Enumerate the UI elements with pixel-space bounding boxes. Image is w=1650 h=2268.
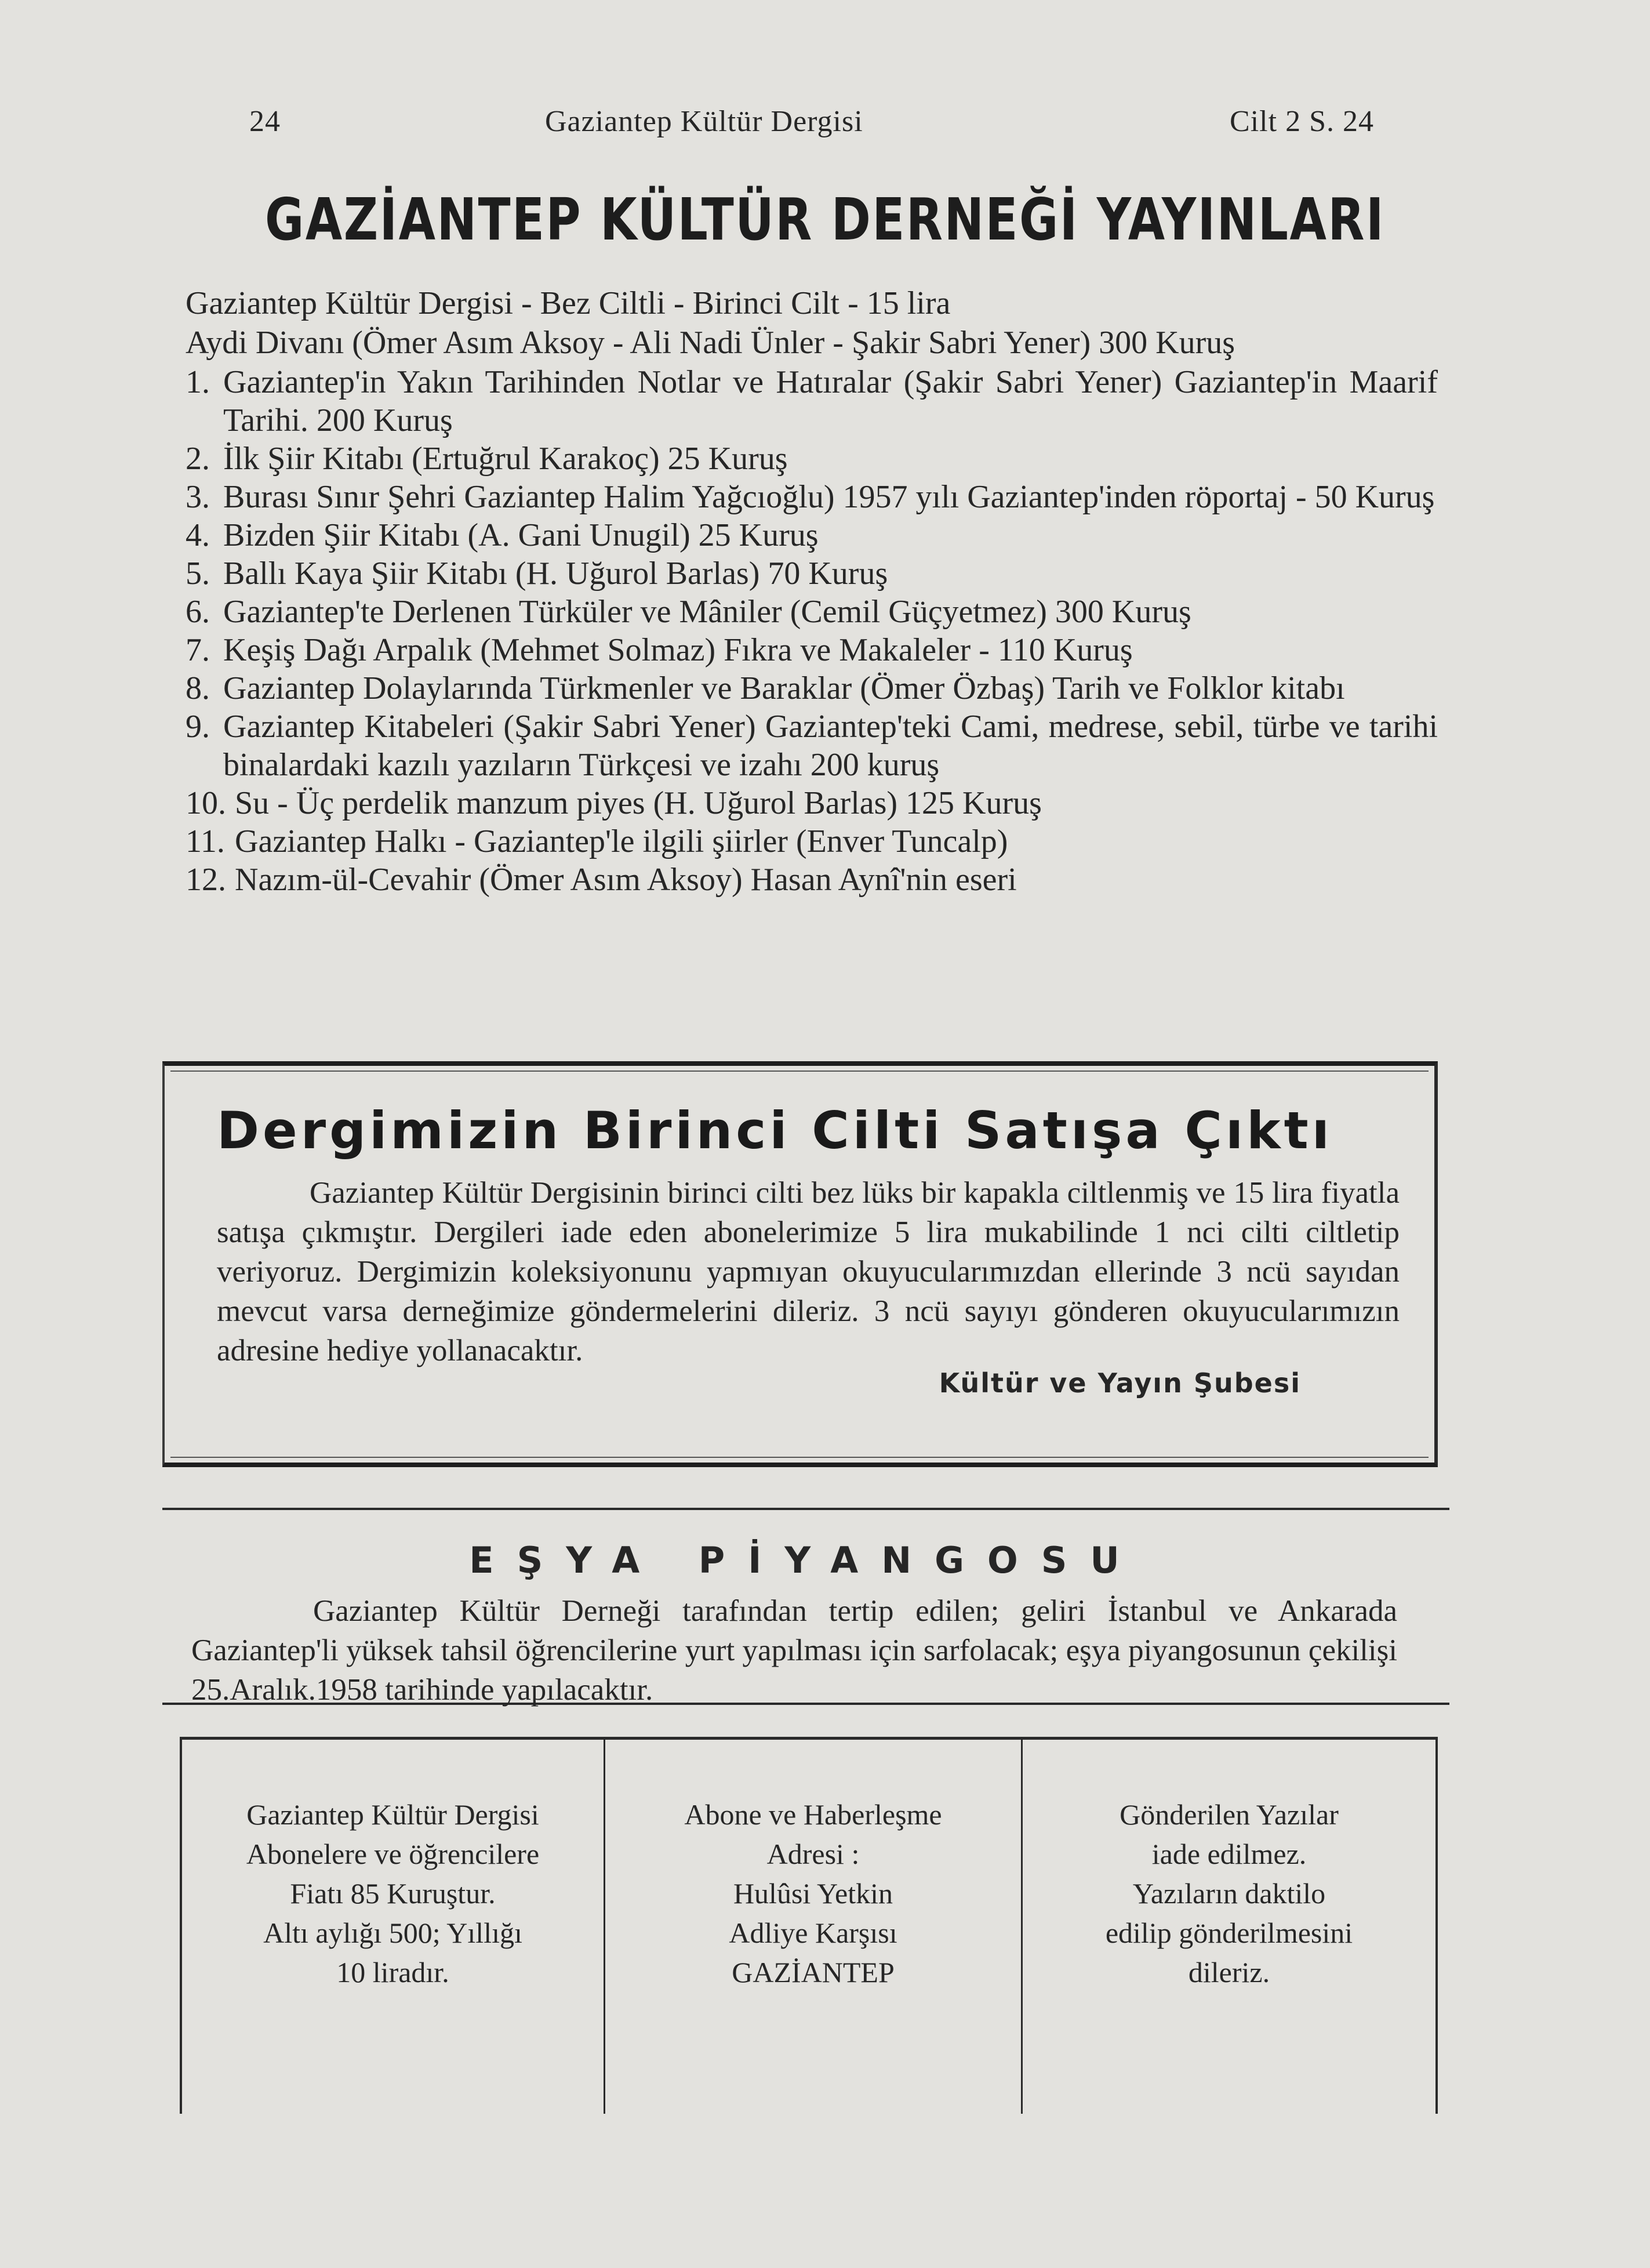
list-item xyxy=(186,669,1438,707)
list-item xyxy=(186,861,1438,899)
address-line: Adliye Karşısı xyxy=(729,1917,897,1949)
notice-line: edilip gönderilmesini xyxy=(1105,1917,1353,1949)
item-text: Su - Üç perdelik manzum piyes (H. Uğurol Barlas) 125 Kuruş xyxy=(235,785,1042,821)
item-number: 5. xyxy=(186,556,210,592)
publication-intro-line: Gaziantep Kültür Dergisi - Bez Ciltli - Birinci Cilt - 15 lira xyxy=(186,285,951,321)
submission-notice xyxy=(1023,1740,1435,2114)
subscription-line: Gaziantep Kültür Dergisi xyxy=(246,1798,539,1831)
address-line: GAZİANTEP xyxy=(732,1956,895,1988)
item-number: 2. xyxy=(186,441,210,477)
notice-line: Yazıların daktilo xyxy=(1132,1877,1326,1910)
item-number: 6. xyxy=(186,594,210,630)
item-number: 9. xyxy=(186,709,210,745)
volume-sale-announcement xyxy=(162,1061,1438,1467)
item-number: 4. xyxy=(186,517,210,553)
info-table xyxy=(180,1737,1438,2114)
publication-intro-line: Aydi Divanı (Ömer Asım Aksoy - Ali Nadi Ünler - Şakir Sabri Yener) 300 Kuruş xyxy=(186,325,1235,361)
item-text: Keşiş Dağı Arpalık (Mehmet Solmaz) Fıkra ve Makaleler - 110 Kuruş xyxy=(223,632,1133,668)
publication-list-section xyxy=(186,284,1438,899)
list-item xyxy=(186,440,1438,478)
item-text: Bizden Şiir Kitabı (A. Gani Unugil) 25 Kuruş xyxy=(223,517,819,553)
list-item xyxy=(186,593,1438,631)
announcement-title: Dergimizin Birinci Cilti Satışa Çıktı xyxy=(217,1101,1333,1160)
announcement-body: Gaziantep Kültür Dergisinin birinci cilti bez lüks bir kapakla ciltlenmiş ve 15 lira fiyatla satışa çıkmıştır. Dergileri iade eden abonelerimize 5 lira mukabilinde 1 nci cilti ciltletip veriyoruz. Dergimizin koleksiyonunu yapmıyan okuyucularımızdan ellerinde 3 ncü sayıdan mevcut varsa derneğimize göndermelerini dileriz. 3 ncü sayıyı gönderen okuyucularımızın adresine hediye yollanacaktır. xyxy=(217,1176,1400,1367)
address-line: Hulûsi Yetkin xyxy=(733,1877,893,1910)
item-number: 3. xyxy=(186,479,210,515)
list-item xyxy=(186,822,1438,861)
volume-issue: Cilt 2 S. 24 xyxy=(1230,105,1374,138)
contact-address xyxy=(605,1740,1023,2114)
item-text: Gaziantep'te Derlenen Türküler ve Mâniler (Cemil Güçyetmez) 300 Kuruş xyxy=(223,594,1191,630)
item-number: 8. xyxy=(186,670,210,706)
notice-line: iade edilmez. xyxy=(1151,1838,1307,1870)
list-item xyxy=(186,478,1438,516)
item-text: Ballı Kaya Şiir Kitabı (H. Uğurol Barlas) 70 Kuruş xyxy=(223,556,888,592)
page-title: GAZİANTEP KÜLTÜR DERNEĞİ YAYINLARI xyxy=(265,186,1385,253)
item-text: İlk Şiir Kitabı (Ertuğrul Karakoç) 25 Kuruş xyxy=(223,441,788,477)
item-text: Nazım-ül-Cevahir (Ömer Asım Aksoy) Hasan Aynî'nin eseri xyxy=(235,862,1017,898)
list-item xyxy=(186,707,1438,784)
subscription-line: Abonelere ve öğrencilere xyxy=(246,1838,540,1870)
list-item xyxy=(186,784,1438,822)
item-number: 1. xyxy=(186,364,210,400)
list-item xyxy=(186,554,1438,593)
address-line: Abone ve Haberleşme xyxy=(684,1798,942,1831)
lottery-title: EŞYA PİYANGOSU xyxy=(469,1539,1143,1581)
item-number: 11. xyxy=(186,823,225,859)
subscription-line: Fiatı 85 Kuruştur. xyxy=(290,1877,496,1910)
journal-title: Gaziantep Kültür Dergisi xyxy=(545,105,863,138)
notice-line: dileriz. xyxy=(1188,1956,1270,1988)
notice-line: Gönderilen Yazılar xyxy=(1120,1798,1339,1831)
item-text: Gaziantep'in Yakın Tarihinden Notlar ve Hatıralar (Şakir Sabri Yener) Gaziantep'in Maarif Tarihi. 200 Kuruş xyxy=(223,364,1438,438)
address-line: Adresi : xyxy=(766,1838,860,1870)
page-number: 24 xyxy=(249,105,281,138)
list-item xyxy=(186,631,1438,669)
announcement-signature: Kültür ve Yayın Şubesi xyxy=(939,1367,1301,1399)
item-text: Gaziantep Kitabeleri (Şakir Sabri Yener) Gaziantep'teki Cami, medrese, sebil, türbe ve tarihi binalardaki kazılı yazıların Türkçesi ve izahı 200 kuruş xyxy=(223,709,1438,783)
list-item xyxy=(186,363,1438,440)
item-text: Gaziantep Halkı - Gaziantep'le ilgili şiirler (Enver Tuncalp) xyxy=(235,823,1008,859)
item-number: 12. xyxy=(186,862,226,898)
item-text: Gaziantep Dolaylarında Türkmenler ve Baraklar (Ömer Özbaş) Tarih ve Folklor kitabı xyxy=(223,670,1345,706)
subscription-info xyxy=(182,1740,605,2114)
list-item xyxy=(186,516,1438,554)
item-number: 10. xyxy=(186,785,226,821)
lottery-announcement xyxy=(162,1508,1449,1705)
running-header xyxy=(249,104,1374,151)
item-number: 7. xyxy=(186,632,210,668)
item-text: Burası Sınır Şehri Gaziantep Halim Yağcıoğlu) 1957 yılı Gaziantep'inden röportaj - 50 Kuruş xyxy=(223,479,1435,515)
subscription-line: 10 liradır. xyxy=(336,1956,449,1988)
publication-list xyxy=(186,363,1438,899)
lottery-body: Gaziantep Kültür Derneği tarafından tertip edilen; geliri İstanbul ve Ankarada Gaziantep'li yüksek tahsil öğrencilerine yurt yapılması için sarfolacak; eşya piyangosunun çekilişi 25.Aralık.1958 tarihinde yapılacaktır. xyxy=(191,1594,1397,1707)
subscription-line: Altı aylığı 500; Yıllığı xyxy=(263,1917,522,1949)
